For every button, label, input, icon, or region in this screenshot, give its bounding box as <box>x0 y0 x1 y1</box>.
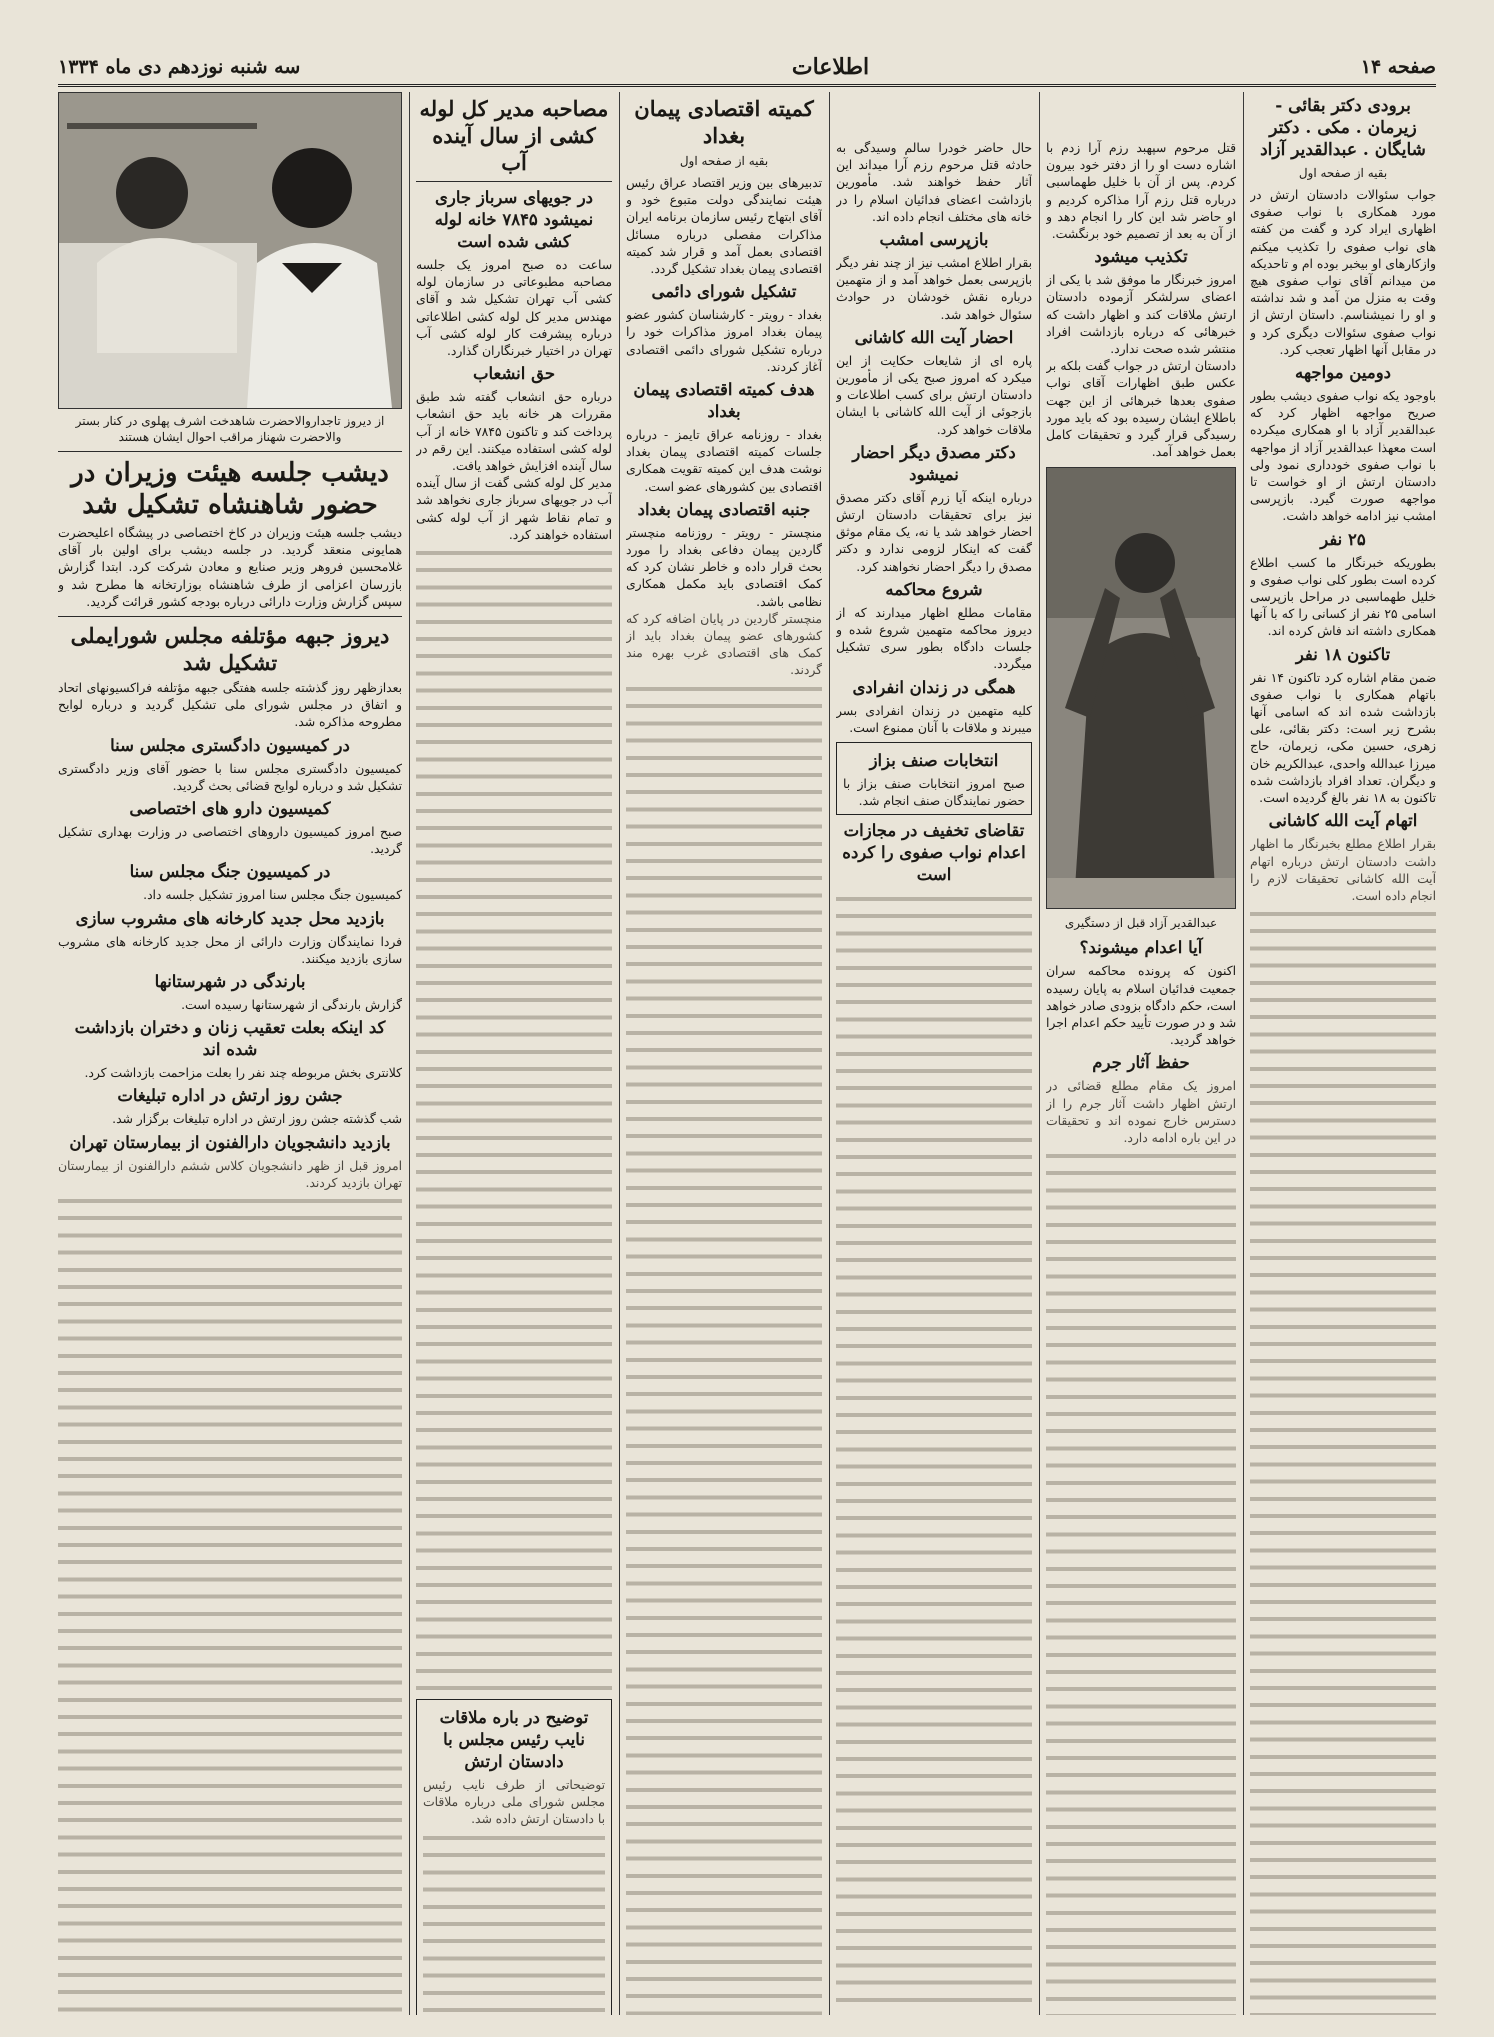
article-water-body-2: درباره حق انشعاب گفته شد طبق مقررات هر خانه باید حق انشعاب پرداخت کند و تاکنون ۷۸۴۵ خانه از آب لوله کشی استفاده میکنند. این رقم در سال آینده افزایش خواهد یافت. <box>416 390 612 474</box>
subhead-economic-aspect: جنبه اقتصادی پیمان بغداد <box>637 499 811 519</box>
headline-clemency-request: تقاضای تخفیف در مجازات اعدام نواب صفوی را کرده است <box>842 821 1026 885</box>
box-text-deputy: توضیحاتی از طرف نایب رئیس مجلس شورای ملی درباره ملاقات با دادستان ارتش داده شد. <box>423 1777 605 2015</box>
article-trial-body-4: اکنون که پرونده محاکمه سران جمعیت فدائیان اسلام به پایان رسیده است، حکم دادگاه بزودی صادر خواهد شد و در صورت تأیید حکم اعدام اجرا خواهد گردید. <box>1046 964 1236 1048</box>
headline-arrests: برودی دکتر بقائی - زیرمان . مکی . دکتر شایگان . عبدالقدیر آزاد <box>1260 96 1426 160</box>
headline-cabinet-meeting: دیشب جلسه هیئت وزیران در حضور شاهنشاه تشکیل شد <box>71 458 389 520</box>
article-distillery-body: فردا نمایندگان وزارت دارائی از محل جدید کارخانه های مشروب سازی بازدید میکنند. <box>58 934 402 966</box>
subhead-mosaddegh: دکتر مصدق دیگر احضار نمیشود <box>852 442 1016 484</box>
photo-caption-princesses: از دیروز تاجداروالاحضرت شاهدخت اشرف پهلوی در کنار بستر والاحضرت شهناز مراقب احوال ایشان هستند <box>75 414 385 444</box>
box-title-deputy: توضیح در باره ملاقات نایب رئیس مجلس با دادستان ارتش <box>439 1708 589 1772</box>
subhead-permanent-council: تشکیل شورای دائمی <box>651 282 797 302</box>
subhead-water-houses: در جویهای سرباز جاری نمیشود ۷۸۴۵ خانه لوله کشی شده است <box>434 188 594 251</box>
article-water-body-3: مدیر کل لوله کشی گفت از سال آینده آب در جویهای سرباز جاری نخواهد شد و تمام نقاط شهر از آب لوله کشی استفاده خواهند کرد. <box>416 476 612 542</box>
article-clemency-body <box>836 890 1032 2015</box>
subhead-harassment-arrests: کد اینکه بعلت تعقیب زنان و دختران بازداشت شده اند <box>74 1018 386 1060</box>
article-water-body-1: ساعت ده صبح امروز یک جلسه مصاحبه مطبوعاتی در سازمان لوله کشی آب تهران تشکیل شد و آقای مهندس مدیر کل لوله کشی اطلاعاتی درباره پیشرفت کار لوله کشی آب تهران در اختیار خبرنگاران گذارد. <box>416 258 612 359</box>
article-interrogation-body-6: کلیه متهمین در زندان انفرادی بسر میبرند و ملاقات با آنان ممنوع است. <box>836 703 1032 735</box>
continued-note: بقیه از صفحه اول <box>1298 166 1388 180</box>
article-interrogation-body-3: پاره ای از شایعات حکایت از این میکرد که امروز صبح یکی از مأمورین دادستان ارتش برای کسب اطلاعات و بازجوئی از آیت الله کاشانی با ایشان ملاقات خواهد کرد. <box>836 353 1032 437</box>
headline-baghdad-pact: کمیته اقتصادی پیمان بغداد <box>634 96 814 148</box>
article-rainfall-body: گزارش بارندگی از شهرستانها رسیده است. <box>181 998 402 1013</box>
article-drugs-body: صبح امروز کمیسیون داروهای اختصاصی در وزارت بهداری تشکیل گردید. <box>58 825 402 857</box>
article-interrogation-body-5: مقامات مطلع اظهار میدارند که از دیروز محاکمه متهمین شروع شده و جلسات دادگاه بطور سری تشکیل میگردد. <box>836 605 1032 672</box>
subhead-distillery-visit: بازدید محل جدید کارخانه های مشروب سازی <box>75 908 385 928</box>
box-cloth-guild-election <box>836 742 1032 815</box>
subhead-tonight-interrogation: بازپرسی امشب <box>879 230 989 250</box>
article-arrests-body-3: بطوریکه خبرنگار ما کسب اطلاع کرده است بطور کلی نواب صفوی و خلیل طهماسبی در مراحل بازپرسی اسامی ۲۵ نفر از کسانی را که با آنها همکاری داشته اند فاش کرده اند. <box>1250 555 1436 639</box>
continued-note-baghdad: بقیه از صفحه اول <box>679 154 769 168</box>
subhead-army-day: جشن روز ارتش در اداره تبلیغات <box>117 1086 343 1106</box>
article-baghdad-body-2: بغداد - رویتر - کارشناسان کشور عضو پیمان بغداد امروز مذاکرات خود را درباره تشکیل شورای دائمی اقتصادی آغاز کردند. <box>626 308 822 374</box>
box-title-election: انتخابات صنف بزاز <box>869 751 999 771</box>
column-1 <box>1250 92 1436 2015</box>
headline-coalition-front: دیروز جبهه مؤتلفه مجلس شورایملی تشکیل شد <box>70 623 390 676</box>
page-number: صفحه ۱۴ <box>1360 56 1436 78</box>
column-3 <box>836 92 1032 2015</box>
article-arrests-body-5: بقرار اطلاع مطلع بخبرنگار ما اظهار داشت دادستان ارتش درباره اتهام آیت الله کاشانی تحقیقات لازم را انجام داده است. <box>1250 836 1436 2015</box>
photo-princesses <box>58 92 402 409</box>
article-arrests-body-4: ضمن مقام اشاره کرد تاکنون ۱۴ نفر باتهام همکاری با نواب صفوی بازداشت شده اند که اسامی آنها بشرح زیر است: دکتر بقائی، علی زهری، حسین مکی، زیرمان، حاج میرزا عبدالله واحدی، عبدالکریم خان و دیگران. تعداد افراد بازداشت شده تاکنون به ۱۸ نفر بالغ گردیده است. <box>1250 670 1436 806</box>
subhead-hospital-visit: بازدید دانشجویان دارالفنون از بیمارستان تهران <box>69 1132 391 1152</box>
article-trial-body-3: دادستان ارتش در جواب گفت بلکه بر عکس طبق اظهارات آقای نواب صفوی بعدها خبرهائی از این جهت باطلاع ایشان رسیده بود که باید مورد رسیدگی قرار گیرد و تحقیقات کامل بعمل خواهد آمد. <box>1046 359 1236 460</box>
subhead-kashani-charge: اتهام آیت الله کاشانی <box>1268 811 1418 831</box>
column-6 <box>58 92 402 2015</box>
issue-date: سه شنبه نوزدهم دی ماه ۱۳۳۴ <box>58 56 301 78</box>
subhead-evidence: حفظ آثار جرم <box>1092 1053 1190 1073</box>
subhead-committee-goal: هدف کمیته اقتصادی پیمان بغداد <box>633 380 815 422</box>
article-baghdad-body-5: منچستر گاردین در پایان اضافه کرد که کشورهای عضو پیمان بغداد باید از کمک های اقتصادی غرب بهره مند گردند. <box>626 611 822 2015</box>
article-trial-body-2: امروز خبرنگار ما موفق شد با یکی از اعضای سرلشکر آزموده دادستان ارتش ملاقات کند و اظهار داشت که خبرهائی که درباره بازداشت افراد منتشر شده صحت ندارد. <box>1046 273 1236 357</box>
article-harassment-body: کلانتری بخش مربوطه چند نفر را بعلت مزاحمت بازداشت کرد. <box>84 1066 402 1081</box>
subhead-drugs-commission: کمیسیون دارو های اختصاصی <box>129 799 331 819</box>
article-hospital-visit-body: امروز قبل از ظهر دانشجویان کلاس ششم دارالفنون از بیمارستان تهران بازدید کردند. <box>58 1158 402 2015</box>
subhead-connection-fee: حق انشعاب <box>472 364 556 384</box>
article-water-body-4 <box>416 544 612 1694</box>
subhead-solitary: همگی در زندان انفرادی <box>852 677 1016 697</box>
article-army-day-body: شب گذشته جشن روز ارتش در اداره تبلیغات برگزار شد. <box>112 1112 402 1127</box>
article-interrogation-body-2: بقرار اطلاع امشب نیز از چند نفر دیگر بازپرسی بعمل خواهد آمد و از متهمین درباره نقش خودشان در حوادث سئوال خواهد شد. <box>836 256 1032 322</box>
column-2 <box>1046 92 1236 2015</box>
article-senate-war-body: کمیسیون جنگ مجلس سنا امروز تشکیل جلسه داد. <box>143 888 402 903</box>
photo-caption-azad: عبدالقدیر آزاد قبل از دستگیری <box>1064 916 1218 931</box>
subhead-25-people: ۲۵ نفر <box>1320 529 1366 549</box>
box-text-election: صبح امروز انتخابات صنف بزاز با حضور نمایندگان صنف انجام شد. <box>843 777 1025 809</box>
subhead-senate-justice: در کمیسیون دادگستری مجلس سنا <box>110 735 350 755</box>
article-coalition-body: بعدازظهر روز گذشته جلسه هفتگی جبهه مؤتلفه فراکسیونهای اتحاد و اتفاق در مجلس شورای ملی تشکیل گردید و درباره لوایح مطروحه مذاکره شد. <box>58 681 402 730</box>
headline-water-pipeline: مصاحبه مدیر کل لوله کشی از سال آینده آب <box>419 96 609 175</box>
subhead-rainfall: بارندگی در شهرستانها <box>154 972 306 992</box>
article-arrests-body-1: جواب سئوالات دادستان ارتش در مورد همکاری با نواب صفوی اظهاری ایراد کرد و گفت من کفته های نواب صفوی را تکذیب میکنم وازکارهای او بیخبر بوده ام و تاحدیکه من میدانم آقای نواب صفوی هیچ وقت به منزل من آمد و شد نداشته و او را نمیشناسم. داستان ارتش از نواب صفوی سئوالات دیگری کرد و در مقابل آنها اظهار تعجب کرد. <box>1250 188 1436 357</box>
article-cabinet-body: دیشب جلسه هیئت وزیران در کاخ اختصاصی در پیشگاه اعلیحضرت همایونی منعقد گردید. در جلسه دیشب برای اولین بار آقای غلامحسین فروهر وزیر صنایع و معادن شرکت کرد. ابتدا گزارش بازرسان اعزامی از طرف شاهنشاه بوزارتخانه ها مطرح شد و سپس گزارش وزارت دارائی درباره بودجه کشور قرائت گردید. <box>58 526 402 609</box>
box-deputy-speaker <box>416 1699 612 2015</box>
subhead-trial-start: شروع محاکمه <box>885 579 983 599</box>
article-interrogation-body-1: حال حاضر خودرا سالم وسیدگی به حادثه قتل مرحوم رزم آرا میداند این آثار حفظ خواهند شد. مأمورین بازداشت اعضای فدائیان اسلام را در خانه های مختلف انجام داده اند. <box>836 141 1032 224</box>
subhead-18-people: تاکنون ۱۸ نفر <box>1295 644 1391 664</box>
subhead-second-confrontation: دومین مواجهه <box>1294 363 1392 383</box>
article-interrogation-body-4: درباره اینکه آیا زرم آقای دکتر مصدق نیز برای تحقیقات دادستان ارتش احضار خواهد شد یا نه، یک مقام موثق گفت که اینکار لزومی ندارد و دکتر مصدق را دیگر احضار نخواهند کرد. <box>836 490 1032 574</box>
column-4 <box>626 92 822 2015</box>
subhead-denial: تکذیب میشود <box>1094 247 1188 267</box>
article-baghdad-body-3: بغداد - روزنامه عراق تایمز - درباره جلسات کمیته اقتصادی پیمان بغداد نوشت هدف این کمیته تقویت همکاری اقتصادی بین کشورهای عضو است. <box>626 428 822 494</box>
subhead-execution: آیا اعدام میشوند؟ <box>1079 938 1203 958</box>
subhead-kashani-summons: احضار آیت الله کاشانی <box>854 327 1014 347</box>
photo-hospital-scene <box>58 93 401 408</box>
photo-figure <box>1046 468 1235 908</box>
subhead-senate-war: در کمیسیون جنگ مجلس سنا <box>129 862 331 882</box>
paper-name: اطلاعات <box>791 54 870 80</box>
article-senate-justice-body: کمیسیون دادگستری مجلس سنا با حضور آقای وزیر دادگستری تشکیل شد و درباره لوایح قضائی بحث گردید. <box>58 761 402 793</box>
article-trial-body-5: امروز یک مقام مطلع قضائی در ارتش اظهار داشت آثار جرم را از دسترس خارج نموده اند و تحقیقات در این باره ادامه دارد. <box>1046 1078 1236 2015</box>
column-5 <box>416 92 612 2015</box>
masthead <box>58 50 1436 87</box>
article-arrests-body-2: باوجود یکه نواب صفوی دیشب بطور صریح مواجهه اظهار کرد که عبدالقدیر آزاد با او همکاری میکرده است معهذا عبدالقدیر آزاد از مواجهه با نواب صفوی خودداری نمود ولی دادستان ارتش از او خواست تا مواجهه صورت گیرد. بازپرسی امشب نیز ادامه خواهد داشت. <box>1250 389 1436 524</box>
article-trial-body-1: قتل مرحوم سپهبد رزم آرا زدم با اشاره دست او را از دفتر خود بیرون کردم. پس از آن با خلیل طهماسبی درباره قتل رزم آرا مذاکره کردیم و او حاضر شد این کار را انجام دهد و از آن به بعد از تصمیم خود برنگشت. <box>1046 141 1236 242</box>
article-baghdad-body-1: تدبیرهای بین وزیر اقتصاد عراق رئیس هیئت نمایندگی دولت متبوع خود و آقای ابتهاج رئیس سازمان برنامه ایران مذاکرات مفصلی درباره مسائل اقتصادی بعمل آمد و قرار شد کمیته اقتصادی پیمان بغداد تشکیل گردد. <box>626 176 822 277</box>
photo-abdolghadir-azad <box>1046 467 1236 909</box>
article-baghdad-body-4: منچستر - رویتر - روزنامه منچستر گاردین پیمان دفاعی بغداد را مورد بحث قرار داده و خاطر نشان کرد که کمک اقتصادی باید مکمل همکاری نظامی باشد. <box>626 525 822 609</box>
